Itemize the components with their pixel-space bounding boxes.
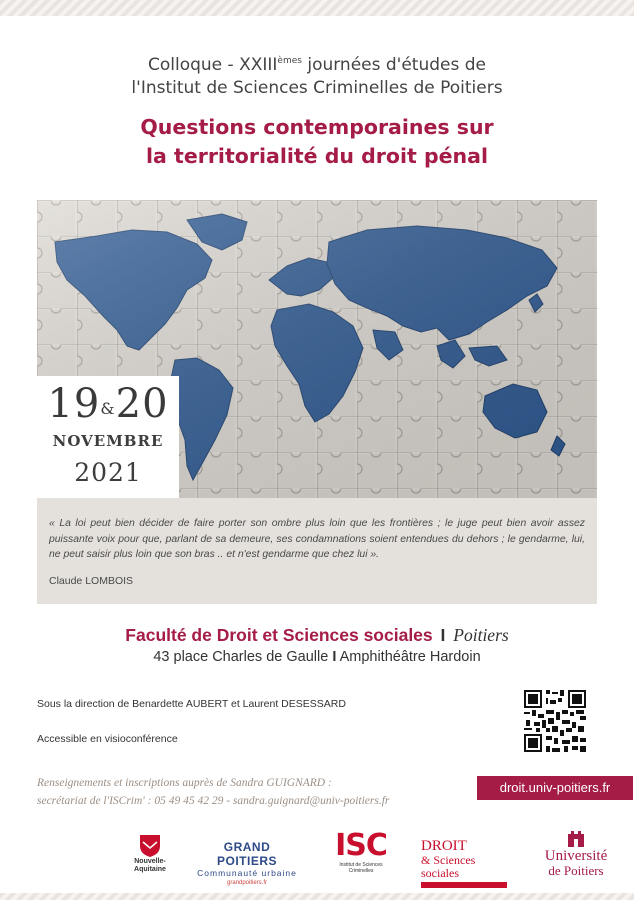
venue-faculty: Faculté de Droit et Sciences sociales bbox=[125, 625, 433, 645]
header-superscript: èmes bbox=[277, 56, 302, 66]
website-link[interactable]: droit.univ-poitiers.fr bbox=[477, 776, 633, 800]
quote-author: Claude LOMBOIS bbox=[49, 574, 134, 587]
na-line-1: Nouvelle- bbox=[134, 858, 166, 865]
day-ampersand: & bbox=[100, 399, 116, 418]
header-line-2: l'Institut de Sciences Criminelles de Poitiers bbox=[131, 78, 503, 98]
isc-sub: Institut de Sciences Criminelles bbox=[339, 862, 383, 874]
title-line-2: la territorialité du droit pénal bbox=[146, 144, 488, 168]
na-line-2: Aquitaine bbox=[134, 866, 166, 873]
droit-underline-bar bbox=[421, 882, 507, 888]
title-line-1: Questions contemporaines sur bbox=[140, 115, 494, 139]
venue-block bbox=[0, 624, 634, 668]
up-line-1: Université bbox=[544, 848, 608, 864]
venue-faculty-line bbox=[0, 624, 634, 646]
venue-address-line bbox=[0, 646, 634, 668]
quote-box bbox=[37, 498, 597, 604]
venue-separator: I bbox=[440, 625, 446, 645]
registration-info bbox=[37, 774, 389, 810]
logo-droit-sciences-sociales bbox=[421, 838, 511, 888]
day-start: 19 bbox=[47, 381, 101, 427]
header-suffix: journées d'études de bbox=[301, 55, 487, 75]
direction-text: Sous la direction de Benardette AUBERT et Laurent DESESSARD bbox=[37, 698, 346, 710]
venue-city: Poitiers bbox=[453, 625, 509, 645]
up-line-2: de Poitiers bbox=[548, 863, 604, 878]
venue-room: Amphithéâtre Hardoin bbox=[339, 649, 481, 665]
droit-line-1: DROIT bbox=[421, 838, 467, 854]
address-separator: I bbox=[332, 649, 337, 665]
event-days bbox=[37, 382, 179, 431]
university-crest-icon bbox=[566, 830, 586, 848]
gp-site: grandpoitiers.fr bbox=[226, 880, 268, 886]
info-line-1: Renseignements et inscriptions auprès de Sandra GUIGNARD : bbox=[37, 777, 332, 789]
gp-name: GRAND POITIERS bbox=[216, 840, 277, 868]
venue-address: 43 place Charles de Gaulle bbox=[153, 649, 329, 665]
partner-logos bbox=[0, 826, 634, 886]
header-prefix: Colloque - XXIII bbox=[147, 55, 278, 75]
top-decorative-border bbox=[0, 0, 634, 16]
info-line-2[interactable]: secrétariat de l'ISCrim' : 05 49 45 42 29 - sandra.guignard@univ-poitiers.fr bbox=[37, 795, 390, 807]
logo-universite-poitiers bbox=[538, 830, 614, 878]
event-date-box bbox=[37, 376, 179, 498]
region-shield-icon bbox=[139, 834, 161, 858]
quote-text: « La loi peut bien décider de faire porter son ombre plus loin que les frontières ; le juge peut bien avoir assez puissante voix pour que, parlant de sa demeure, ses condamnations soient entendues du dehors ; le gendarme, lui, ne peut saisir plus loin que son bras .. et n'est gendarme que chez lui ». bbox=[49, 518, 585, 560]
header-line-1 bbox=[0, 50, 634, 77]
colloquium-title bbox=[0, 113, 634, 171]
access-text: Accessible en visioconférence bbox=[37, 733, 178, 745]
day-end: 20 bbox=[115, 381, 169, 427]
gp-sub: Communauté urbaine bbox=[197, 868, 297, 878]
droit-line-2: & Sciences sociales bbox=[421, 853, 476, 880]
isc-name: ISC bbox=[335, 828, 387, 863]
qr-code-icon[interactable] bbox=[522, 688, 588, 754]
logo-grand-poitiers bbox=[192, 840, 302, 886]
bottom-decorative-border bbox=[0, 893, 634, 900]
logo-isc bbox=[330, 830, 392, 874]
colloquium-header bbox=[0, 50, 634, 100]
event-year: 2021 bbox=[74, 458, 142, 487]
event-month: NOVEMBRE bbox=[52, 432, 164, 450]
logo-nouvelle-aquitaine bbox=[128, 834, 172, 882]
